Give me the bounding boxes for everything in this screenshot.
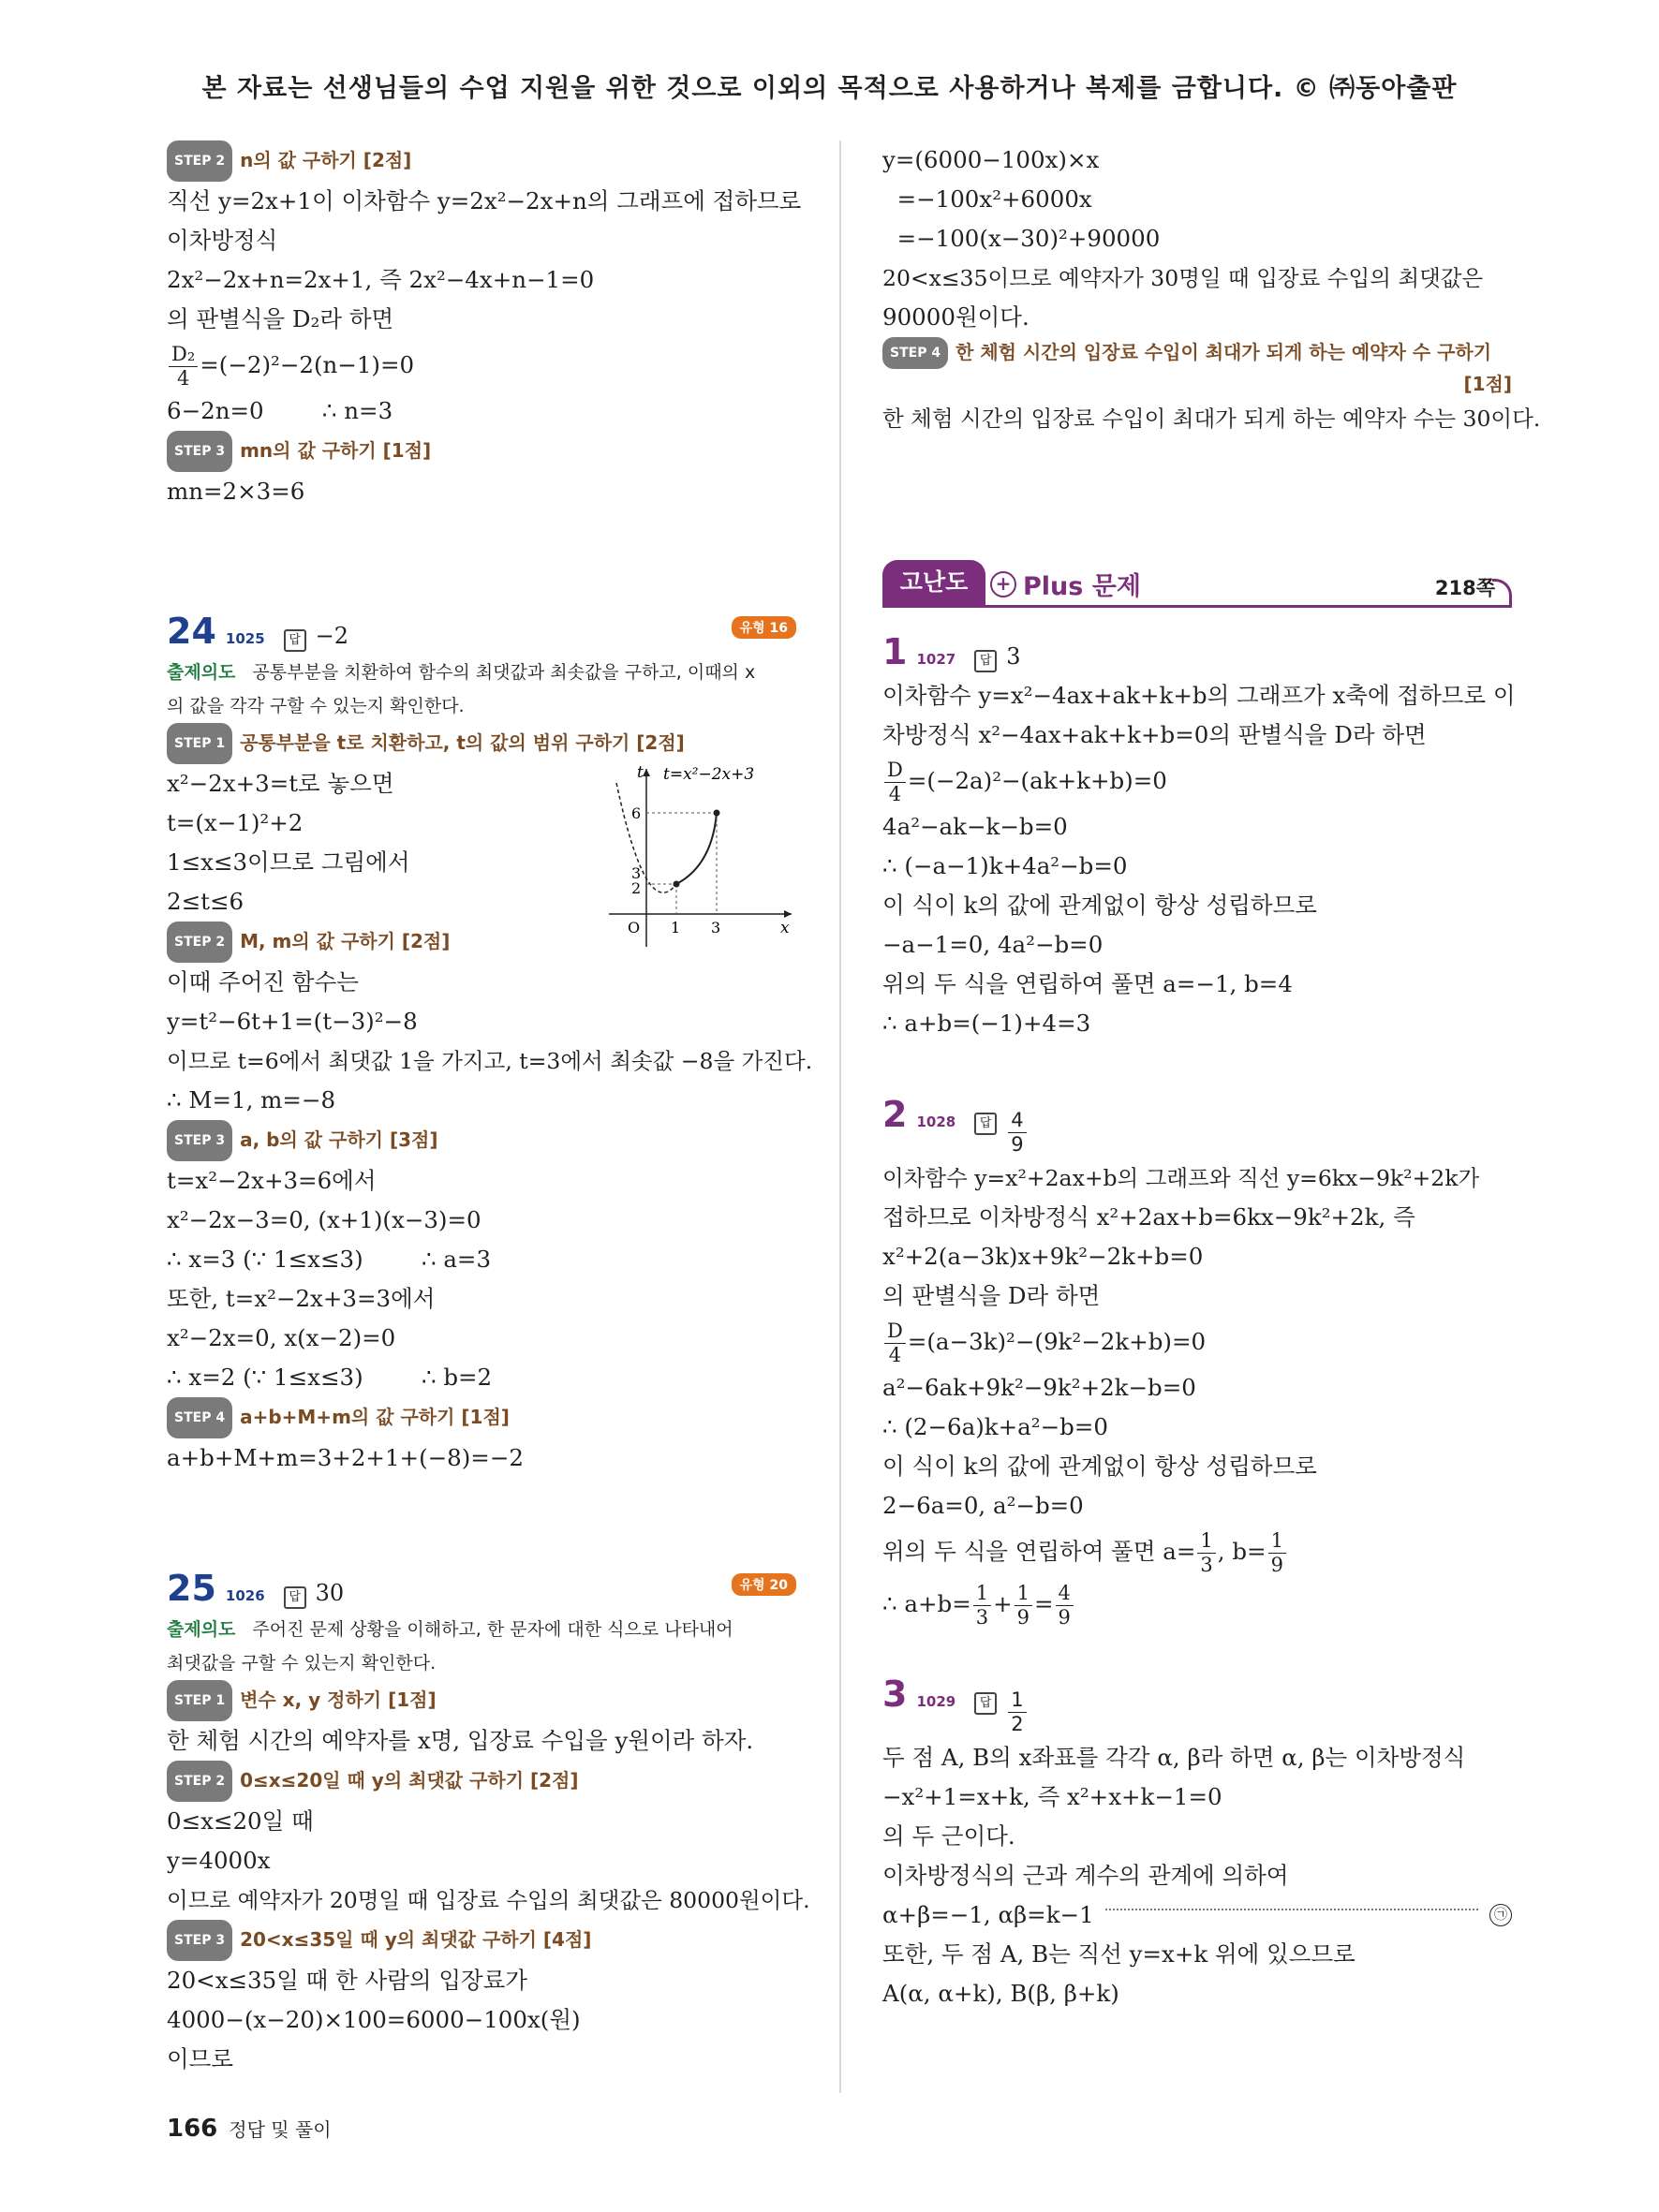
solution-line: x²−2x−3=0, (x+1)(x−3)=0 xyxy=(167,1206,481,1233)
answer-fraction: $\frac{1}{2}$ xyxy=(1008,1690,1026,1734)
solution-line: 이 식이 k의 값에 관계없이 항상 성립하므로 xyxy=(882,1453,1317,1480)
solution-line: 이차방정식의 근과 계수의 관계에 의하여 xyxy=(882,1862,1289,1889)
question-number: 25 xyxy=(167,1568,216,1609)
plus-tab: 고난도 xyxy=(882,560,985,605)
plus-title: Plus 문제 xyxy=(1023,572,1141,601)
solution-line: $\frac{\text{D₂}}{4}$ =(−2)²−2(n−1)=0 xyxy=(167,339,796,391)
question-id: 1026 xyxy=(225,1587,265,1604)
question-header xyxy=(167,611,796,652)
question-id: 1025 xyxy=(225,630,265,647)
solution-line: 위의 두 식을 연립하여 풀면 a= $\frac{1}{3}$ , b= $\frac{1}{9}$ xyxy=(882,1526,1512,1578)
step-heading: STEP 4 한 체험 시간의 입장료 수입이 최대가 되게 하는 예약자 수 구하기 xyxy=(882,337,1512,369)
fraction: $\frac{D}{4}$ xyxy=(884,760,906,804)
question-header xyxy=(882,1094,1512,1155)
equation-marker: ㉠ xyxy=(1489,1904,1512,1926)
fraction: $\frac{1}{9}$ xyxy=(1015,1584,1032,1628)
plus-problem-3 xyxy=(882,1674,1512,2013)
curve-label: t=x²−2x+3 xyxy=(663,765,755,784)
solution-line: 접하므로 이차방정식 x²+2ax+b=6kx−9k²+2k, 즉 xyxy=(882,1203,1415,1231)
graph-block xyxy=(167,764,796,963)
solution-line: 직선 y=2x+1이 이차함수 y=2x²−2x+n의 그래프에 접하므로 xyxy=(167,187,802,214)
origin-label: O xyxy=(628,919,641,936)
solution-line: 의 판별식을 D라 하면 xyxy=(882,1282,1101,1309)
solution-line: x²−2x+3=t로 놓으면 xyxy=(167,770,394,797)
solution-line: 이차방정식 xyxy=(167,227,278,254)
solution-line: 0≤x≤20일 때 xyxy=(167,1807,314,1835)
solution-line: 의 판별식을 D₂라 하면 xyxy=(167,305,394,332)
plus-page-ref: 218쪽 xyxy=(1434,577,1495,599)
answer-icon: 답 xyxy=(974,1113,997,1135)
tick-6: 6 xyxy=(631,804,642,822)
step-heading: STEP 2 n의 값 구하기 [2점] xyxy=(167,140,796,182)
plus-problem-2 xyxy=(882,1094,1512,1630)
leader-dots xyxy=(1105,1909,1478,1910)
solution-line: ∴ M=1, m=−8 xyxy=(167,1086,336,1113)
answer-value: 3 xyxy=(1006,643,1021,670)
solution-line: 6−2n=0 ∴ n=3 xyxy=(167,397,393,424)
parabola-graph xyxy=(609,764,796,951)
solution-line: ∴ a+b= $\frac{1}{3}$ + $\frac{1}{9}$ = $\frac{4}{9}$ xyxy=(882,1578,1512,1630)
intent-note: 출제의도 공통부분을 치환하여 함수의 최댓값과 최솟값을 구하고, 이때의 x xyxy=(167,662,756,683)
solution-line: $\frac{D}{4}$ =(a−3k)²−(9k²−2k+b)=0 xyxy=(882,1316,1512,1368)
answer-icon: 답 xyxy=(284,1586,306,1609)
solution-line: 위의 두 식을 연립하여 풀면 a=−1, b=4 xyxy=(882,970,1293,997)
solution-line: =−100x²+6000x xyxy=(882,185,1092,213)
solution-line: 4000−(x−20)×100=6000−100x(원) xyxy=(167,2006,581,2033)
solution-line: 이차함수 y=x²+2ax+b의 그래프와 직선 y=6kx−9k²+2k가 xyxy=(882,1165,1480,1191)
question-number: 2 xyxy=(882,1094,908,1135)
intent-note: 최댓값을 구할 수 있는지 확인한다. xyxy=(167,1653,437,1674)
solution-line: x²−2x=0, x(x−2)=0 xyxy=(167,1324,396,1351)
solution-line: 2−6a=0, a²−b=0 xyxy=(882,1492,1084,1519)
left-column xyxy=(167,140,813,2079)
solution-line: α+β=−1, αβ=k−1 ㉠ xyxy=(882,1895,1512,1935)
solution-line: a²−6ak+9k²−9k²+2k−b=0 xyxy=(882,1374,1196,1401)
copyright-banner: 본 자료는 선생님들의 수업 지원을 위한 것으로 이외의 목적으로 사용하거나 복제를 금합니다. © ㈜동아출판 xyxy=(201,74,1458,103)
solution-line: 이때 주어진 함수는 xyxy=(167,968,359,995)
tick-x3: 3 xyxy=(711,919,721,936)
solution-line: =−100(x−30)²+90000 xyxy=(882,225,1161,252)
step-heading: STEP 2 M, m의 값 구하기 [2점] xyxy=(167,922,796,963)
question-id: 1029 xyxy=(916,1693,956,1710)
step-heading: STEP 2 0≤x≤20일 때 y의 최댓값 구하기 [2점] xyxy=(167,1761,796,1802)
solution-line: y=t²−6t+1=(t−3)²−8 xyxy=(167,1008,418,1035)
step-heading: STEP 3 mn의 값 구하기 [1점] xyxy=(167,431,796,472)
fraction: $\frac{4}{9}$ xyxy=(1056,1584,1074,1628)
fraction: $\frac{1}{9}$ xyxy=(1268,1531,1286,1575)
type-badge: 유형 16 xyxy=(732,616,796,639)
solution-line: 한 체험 시간의 예약자를 x명, 입장료 수입을 y원이라 하자. xyxy=(167,1727,754,1754)
question-header xyxy=(882,1674,1512,1734)
solution-line: ∴ x=2 (∵ 1≤x≤3) ∴ b=2 xyxy=(167,1364,493,1391)
fraction: $\frac{1}{3}$ xyxy=(1197,1531,1215,1575)
question-header xyxy=(882,631,1512,672)
intent-note: 출제의도 주어진 문제 상황을 이해하고, 한 문자에 대한 식으로 나타내어 xyxy=(167,1619,733,1640)
plus-rule xyxy=(882,605,1512,608)
solution-line: 2≤t≤6 xyxy=(167,888,244,915)
question-number: 1 xyxy=(882,631,908,672)
fraction: $\frac{1}{3}$ xyxy=(973,1584,991,1628)
solution-line: 두 점 A, B의 x좌표를 각각 α, β라 하면 α, β는 이차방정식 xyxy=(882,1744,1466,1771)
solution-line: y=(6000−100x)×x xyxy=(882,146,1100,173)
solution-line: y=4000x xyxy=(167,1847,271,1874)
step-heading: STEP 1 변수 x, y 정하기 [1점] xyxy=(167,1680,796,1721)
question-id: 1028 xyxy=(916,1113,956,1130)
solution-line: a+b+M+m=3+2+1+(−8)=−2 xyxy=(167,1444,524,1471)
question-id: 1027 xyxy=(916,651,956,668)
solution-line: ∴ (−a−1)k+4a²−b=0 xyxy=(882,852,1128,879)
solution-line: 또한, t=x²−2x+3=3에서 xyxy=(167,1285,436,1312)
solution-line: −a−1=0, 4a²−b=0 xyxy=(882,931,1104,958)
solution-line: A(α, α+k), B(β, β+k) xyxy=(882,1980,1119,2007)
tick-2: 2 xyxy=(631,879,642,897)
solution-line: ∴ a+b=(−1)+4=3 xyxy=(882,1010,1091,1037)
solution-line: x²+2(a−3k)x+9k²−2k+b=0 xyxy=(882,1243,1204,1270)
solution-line: $\frac{D}{4}$ =(−2a)²−(ak+k+b)=0 xyxy=(882,755,1512,807)
step-heading: STEP 4 a+b+M+m의 값 구하기 [1점] xyxy=(167,1397,796,1438)
question-25 xyxy=(167,1568,810,2079)
question-header xyxy=(167,1568,796,1609)
solution-line: 1≤x≤3이므로 그림에서 xyxy=(167,848,410,876)
tick-x1: 1 xyxy=(671,919,681,936)
answer-value: −2 xyxy=(315,623,349,649)
question-number: 3 xyxy=(882,1674,908,1715)
solution-line: 이므로 t=6에서 최댓값 1을 가지고, t=3에서 최솟값 −8을 가진다. xyxy=(167,1048,813,1074)
solution-line: ∴ (2−6a)k+a²−b=0 xyxy=(882,1413,1108,1440)
solution-line: 이므로 xyxy=(167,2045,234,2072)
question-number: 24 xyxy=(167,611,216,652)
answer-value: 30 xyxy=(315,1580,345,1606)
footer-label: 정답 및 풀이 xyxy=(229,2118,332,2141)
fraction: $\frac{D}{4}$ xyxy=(884,1321,906,1365)
solution-line: 또한, 두 점 A, B는 직선 y=x+k 위에 있으므로 xyxy=(882,1940,1355,1968)
step-heading: STEP 3 a, b의 값 구하기 [3점] xyxy=(167,1120,796,1161)
solution-line: 2x²−2x+n=2x+1, 즉 2x²−4x+n−1=0 xyxy=(167,266,595,293)
solution-line: 차방정식 x²−4ax+ak+k+b=0의 판별식을 D라 하면 xyxy=(882,721,1427,748)
solution-line: t=x²−2x+3=6에서 xyxy=(167,1167,377,1194)
right-column xyxy=(882,140,1541,2013)
solution-line: 20<x≤35일 때 한 사람의 입장료가 xyxy=(167,1967,528,1994)
step-points: [1점] xyxy=(1463,373,1512,395)
type-badge: 유형 20 xyxy=(732,1573,796,1596)
solution-line: 이 식이 k의 값에 관계없이 항상 성립하므로 xyxy=(882,892,1317,919)
x-axis-label: x xyxy=(780,919,790,937)
solution-line: 이차함수 y=x²−4ax+ak+k+b의 그래프가 x축에 접하므로 이 xyxy=(882,682,1516,709)
solution-line: −x²+1=x+k, 즉 x²+x+k−1=0 xyxy=(882,1783,1222,1810)
column-divider xyxy=(839,140,841,2093)
plus-icon: + xyxy=(990,571,1016,597)
answer-icon: 답 xyxy=(284,629,306,652)
page-number: 166 xyxy=(167,2115,218,2143)
step-heading: STEP 1 공통부분을 t로 치환하고, t의 값의 범위 구하기 [2점] xyxy=(167,723,796,764)
solution-line: 4a²−ak−k−b=0 xyxy=(882,813,1068,840)
plus-problem-1 xyxy=(882,631,1516,1043)
solution-line: 20<x≤35이므로 예약자가 30명일 때 입장료 수입의 최댓값은 xyxy=(882,265,1484,291)
solution-line: ∴ x=3 (∵ 1≤x≤3) ∴ a=3 xyxy=(167,1246,492,1273)
solution-line: mn=2×3=6 xyxy=(167,478,305,505)
plus-corner xyxy=(1492,579,1512,608)
intent-note: 의 값을 각각 구할 수 있는지 확인한다. xyxy=(167,696,465,716)
solution-line: 이므로 예약자가 20명일 때 입장료 수입의 최댓값은 80000원이다. xyxy=(167,1887,810,1913)
answer-fraction: $\frac{4}{9}$ xyxy=(1008,1111,1026,1155)
t-axis-label: t xyxy=(637,764,644,782)
answer-icon: 답 xyxy=(974,650,997,672)
answer-icon: 답 xyxy=(974,1692,997,1715)
solution-line: 한 체험 시간의 입장료 수입이 최대가 되게 하는 예약자 수는 30이다. xyxy=(882,406,1541,432)
solution-line: 90000원이다. xyxy=(882,303,1029,331)
plus-section-header xyxy=(882,560,1512,614)
step-heading: STEP 3 20<x≤35일 때 y의 최댓값 구하기 [4점] xyxy=(167,1920,796,1961)
page-footer xyxy=(167,2115,332,2143)
question-24 xyxy=(167,611,813,1478)
fraction: $\frac{\text{D₂}}{4}$ xyxy=(169,345,198,389)
tick-3: 3 xyxy=(631,864,642,882)
solution-line: 의 두 근이다. xyxy=(882,1822,1015,1850)
solution-line: t=(x−1)²+2 xyxy=(167,809,304,836)
